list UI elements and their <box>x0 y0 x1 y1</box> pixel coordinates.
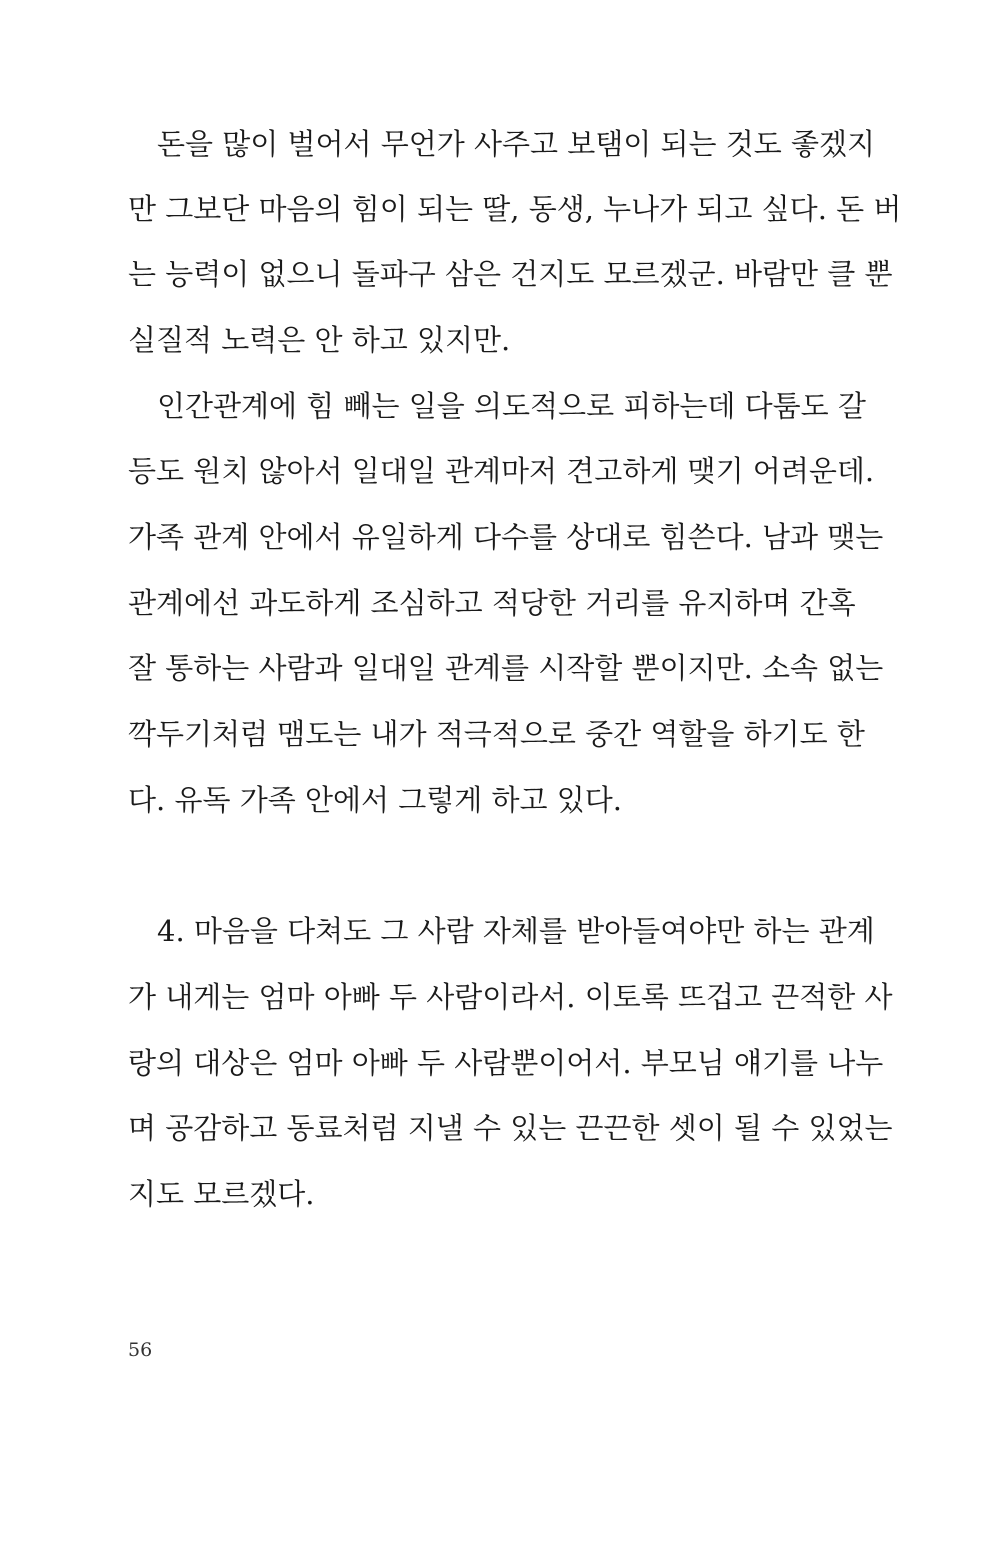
page-number: 56 <box>128 1339 153 1361</box>
paragraph-3-line-2: 가 내게는 엄마 아빠 두 사람이라서. 이토록 뜨겁고 끈적한 사 <box>128 980 893 1014</box>
paragraph-1-line-1: 돈을 많이 벌어서 무언가 사주고 보탬이 되는 것도 좋겠지 <box>128 127 876 161</box>
paragraph-2-line-1: 인간관계에 힘 빼는 일을 의도적으로 피하는데 다툼도 갈 <box>128 389 866 423</box>
paragraph-2-line-4: 관계에선 과도하게 조심하고 적당한 거리를 유지하며 간혹 <box>128 586 856 620</box>
paragraph-1-line-3: 는 능력이 없으니 돌파구 삼은 건지도 모르겠군. 바람만 클 뿐 <box>128 257 893 291</box>
paragraph-2-line-2: 등도 원치 않아서 일대일 관계마저 견고하게 맺기 어려운데. <box>128 454 875 488</box>
paragraph-2-line-6: 깍두기처럼 맴도는 내가 적극적으로 중간 역할을 하기도 한 <box>128 717 865 751</box>
paragraph-3-line-4: 며 공감하고 동료처럼 지낼 수 있는 끈끈한 셋이 될 수 있었는 <box>128 1111 893 1145</box>
paragraph-3-line-1: 4. 마음을 다쳐도 그 사람 자체를 받아들여야만 하는 관계 <box>128 914 875 948</box>
paragraph-3-line-3: 랑의 대상은 엄마 아빠 두 사람뿐이어서. 부모님 얘기를 나누 <box>128 1046 884 1080</box>
paragraph-2-line-5: 잘 통하는 사람과 일대일 관계를 시작할 뿐이지만. 소속 없는 <box>128 651 884 685</box>
paragraph-2-line-3: 가족 관계 안에서 유일하게 다수를 상대로 힘쓴다. 남과 맺는 <box>128 520 884 554</box>
paragraph-1-line-4: 실질적 노력은 안 하고 있지만. <box>128 323 511 357</box>
paragraph-1-line-2: 만 그보단 마음의 힘이 되는 딸, 동생, 누나가 되고 싶다. 돈 버 <box>128 192 902 226</box>
paragraph-3-line-5: 지도 모르겠다. <box>128 1177 315 1211</box>
paragraph-2-line-7: 다. 유독 가족 안에서 그렇게 하고 있다. <box>128 783 622 817</box>
